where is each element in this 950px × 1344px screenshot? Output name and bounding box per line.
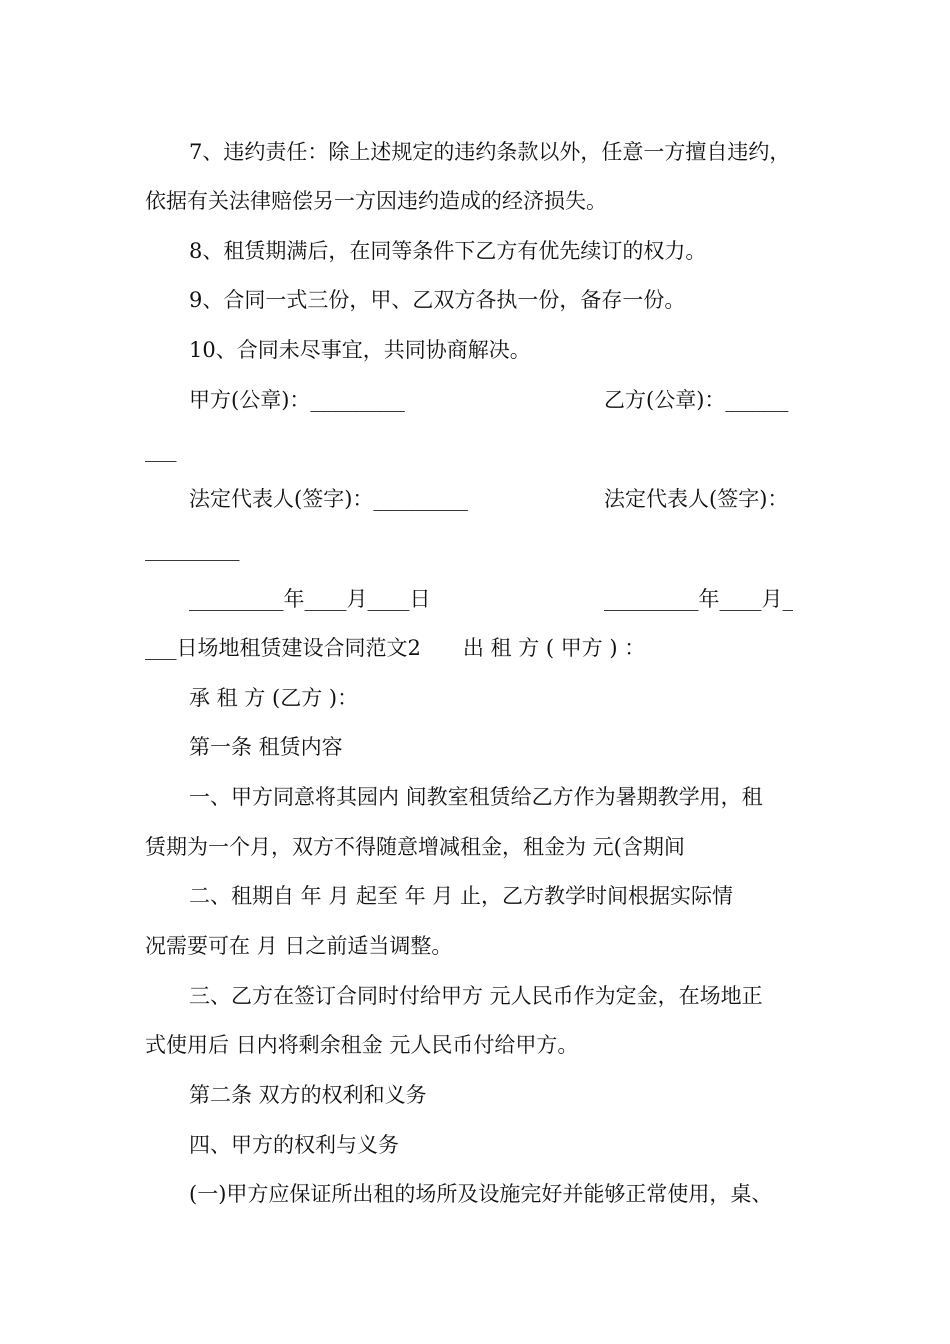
party-a-representative: 法定代表人(签字)：_________ xyxy=(189,487,468,511)
item-4-1-line-1: (一)甲方应保证所出租的场所及设施完好并能够正常使用，桌、 xyxy=(189,1182,773,1206)
lessee-line: 承 租 方 (乙方 )： xyxy=(189,686,359,710)
item-3-line-1: 三、乙方在签订合同时付给甲方 元人民币作为定金，在场地正 xyxy=(189,984,763,1008)
clause-7-line-2: 依据有关法律赔偿另一方因违约造成的经济损失。 xyxy=(145,189,607,213)
item-1-line-1: 一、甲方同意将其园内 间教室租赁给乙方作为暑期教学用，租 xyxy=(189,785,763,809)
clause-7-line-1: 7、违约责任：除上述规定的违约条款以外，任意一方擅自违约， xyxy=(189,140,791,164)
party-b-seal: 乙方(公章)：______ xyxy=(604,388,789,412)
item-2-line-2: 况需要可在 月 日之前适当调整。 xyxy=(145,934,453,958)
item-3-line-2: 式使用后 日内将剩余租金 元人民币付给甲方。 xyxy=(145,1033,579,1057)
date-and-title-line: ___日场地租赁建设合同范文2 出 租 方 ( 甲方 ) ： xyxy=(145,636,646,660)
article-2-heading: 第二条 双方的权利和义务 xyxy=(189,1083,427,1107)
clause-10: 10、合同未尽事宜，共同协商解决。 xyxy=(189,338,531,362)
party-b-date: _________年____月_ xyxy=(604,587,793,611)
article-1-heading: 第一条 租赁内容 xyxy=(189,735,343,759)
item-4-heading: 四、甲方的权利与义务 xyxy=(189,1133,399,1157)
party-b-representative-blank: _________ xyxy=(145,537,240,561)
item-1-line-2: 赁期为一个月，双方不得随意增减租金，租金为 元(含期间 xyxy=(145,835,685,859)
clause-9: 9、合同一式三份，甲、乙双方各执一份，备存一份。 xyxy=(189,288,686,312)
party-a-seal: 甲方(公章)：_________ xyxy=(189,388,405,412)
item-2-line-1: 二、租期自 年 月 起至 年 月 止，乙方教学时间根据实际情 xyxy=(189,884,734,908)
party-b-seal-continued: ___ xyxy=(145,438,177,462)
party-b-representative: 法定代表人(签字)： xyxy=(604,487,789,511)
party-a-date: _________年____月____日 xyxy=(189,587,431,611)
clause-8: 8、租赁期满后，在同等条件下乙方有优先续订的权力。 xyxy=(189,239,707,263)
